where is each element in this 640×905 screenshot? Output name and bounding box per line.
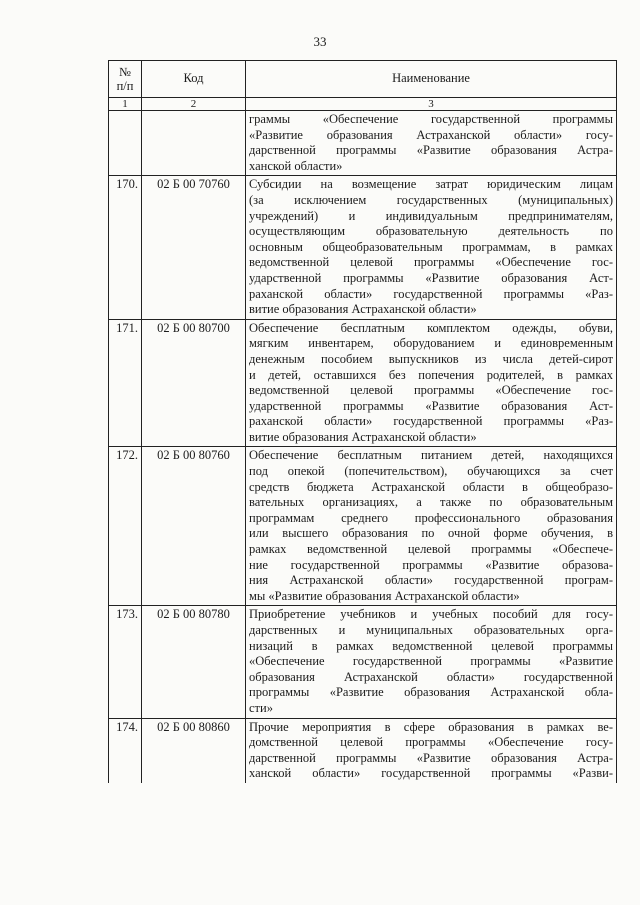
name-line: ханской области» <box>249 158 343 173</box>
row-number: 172. <box>109 447 142 606</box>
row-code: 02 Б 00 80760 <box>142 447 246 606</box>
name-line: Обеспечение бесплатным комплектом одежды, обуви, <box>249 320 613 335</box>
name-line: граммы «Обеспечение государственной программы <box>249 112 613 126</box>
name-line: вательных организациях, а также по образовательным <box>249 495 613 510</box>
name-line: раханской области» государственной программы «Раз- <box>249 286 613 301</box>
name-line: мы «Развитие образования Астраханской области» <box>249 588 520 603</box>
column-index: 2 <box>142 98 246 111</box>
row-name <box>246 111 617 176</box>
name-line: дарственных и муниципальных образовательных орга- <box>249 623 613 637</box>
row-number: 171. <box>109 319 142 447</box>
row-code: 02 Б 00 80700 <box>142 319 246 447</box>
budget-table <box>108 60 617 783</box>
page-number: 33 <box>313 34 327 49</box>
name-line: низаций в рамках ведомственной целевой программы <box>249 638 613 653</box>
row-number: 174. <box>109 718 142 783</box>
header-name: Наименование <box>246 61 617 98</box>
table-row <box>109 111 617 176</box>
name-line: рамках ведомственной целевой программы «Обеспече- <box>249 542 613 557</box>
name-line: основным общеобразовательным программам, в рамках <box>249 239 613 254</box>
column-index: 1 <box>109 98 142 111</box>
table-row <box>109 176 617 319</box>
name-line: Субсидии на возмещение затрат юридическим лицам <box>249 177 613 192</box>
name-line: «Развитие образования Астраханской области» госу- <box>249 127 613 142</box>
name-line: Обеспечение бесплатным питанием детей, находящихся <box>249 448 613 463</box>
name-line: ударственной программы «Развитие образования Аст- <box>249 398 613 413</box>
column-index-row <box>109 98 617 111</box>
name-line: раханской области» государственной программы «Раз- <box>249 414 613 429</box>
name-line: образования Астраханской области» государственной <box>249 669 613 684</box>
name-line: Прочие мероприятия в сфере образования в рамках ве- <box>249 719 613 734</box>
row-name <box>246 606 617 718</box>
name-line: дарственной программы «Развитие образования Астра- <box>249 143 613 158</box>
name-line: (за исключением государственных (муниципальных) <box>249 192 613 207</box>
row-code: 02 Б 00 80780 <box>142 606 246 718</box>
name-line: и детей, оставшихся без попечения родителей, в рамках <box>249 367 613 382</box>
name-line: ханской области» государственной программы «Разви- <box>249 766 613 781</box>
row-code: 02 Б 00 70760 <box>142 176 246 319</box>
table-row <box>109 447 617 606</box>
table-header-row <box>109 61 617 98</box>
name-line: ведомственной целевой программы «Обеспечение гос- <box>249 383 613 398</box>
row-name <box>246 447 617 606</box>
name-line: или высшего образования по очной форме обучения, в <box>249 526 613 541</box>
name-line: сти» <box>249 700 273 715</box>
name-line: мягким инвентарем, оборудованием и единовременным <box>249 336 613 351</box>
row-name <box>246 319 617 447</box>
name-line: программы «Развитие образования Астраханской обла- <box>249 685 613 700</box>
name-line: «Обеспечение государственной программы «Развитие <box>249 654 613 669</box>
row-name <box>246 718 617 783</box>
name-line: ведомственной целевой программы «Обеспечение гос- <box>249 255 613 270</box>
table-row <box>109 718 617 783</box>
column-index: 3 <box>246 98 617 111</box>
name-line: ударственной программы «Развитие образования Аст- <box>249 270 613 285</box>
row-name <box>246 176 617 319</box>
row-number: 173. <box>109 606 142 718</box>
name-line: средств бюджета Астраханской области в общеобразо- <box>249 479 613 494</box>
name-line: витие образования Астраханской области» <box>249 429 477 444</box>
name-line: дарственной программы «Развитие образования Астра- <box>249 750 613 765</box>
name-line: домственной целевой программы «Обеспечение госу- <box>249 735 613 750</box>
name-line: программам среднего профессионального образования <box>249 510 613 525</box>
name-line: денежным пособием выпускников из числа детей-сирот <box>249 351 613 366</box>
name-line: витие образования Астраханской области» <box>249 302 477 317</box>
name-line: ние государственной программы «Развитие образова- <box>249 557 613 572</box>
header-number: № п/п <box>109 61 142 98</box>
name-line: учреждений) и индивидуальным предпринимателям, <box>249 208 613 223</box>
name-line: ния Астраханской области» государственной програм- <box>249 573 613 588</box>
row-number <box>109 111 142 176</box>
row-code: 02 Б 00 80860 <box>142 718 246 783</box>
row-code <box>142 111 246 176</box>
row-number: 170. <box>109 176 142 319</box>
header-code: Код <box>142 61 246 98</box>
table-row <box>109 319 617 447</box>
name-line: под опекой (попечительством), обучающихся за счет <box>249 464 613 479</box>
table-row <box>109 606 617 718</box>
name-line: осуществляющим образовательную деятельность по <box>249 224 613 239</box>
name-line: Приобретение учебников и учебных пособий для госу- <box>249 607 613 622</box>
